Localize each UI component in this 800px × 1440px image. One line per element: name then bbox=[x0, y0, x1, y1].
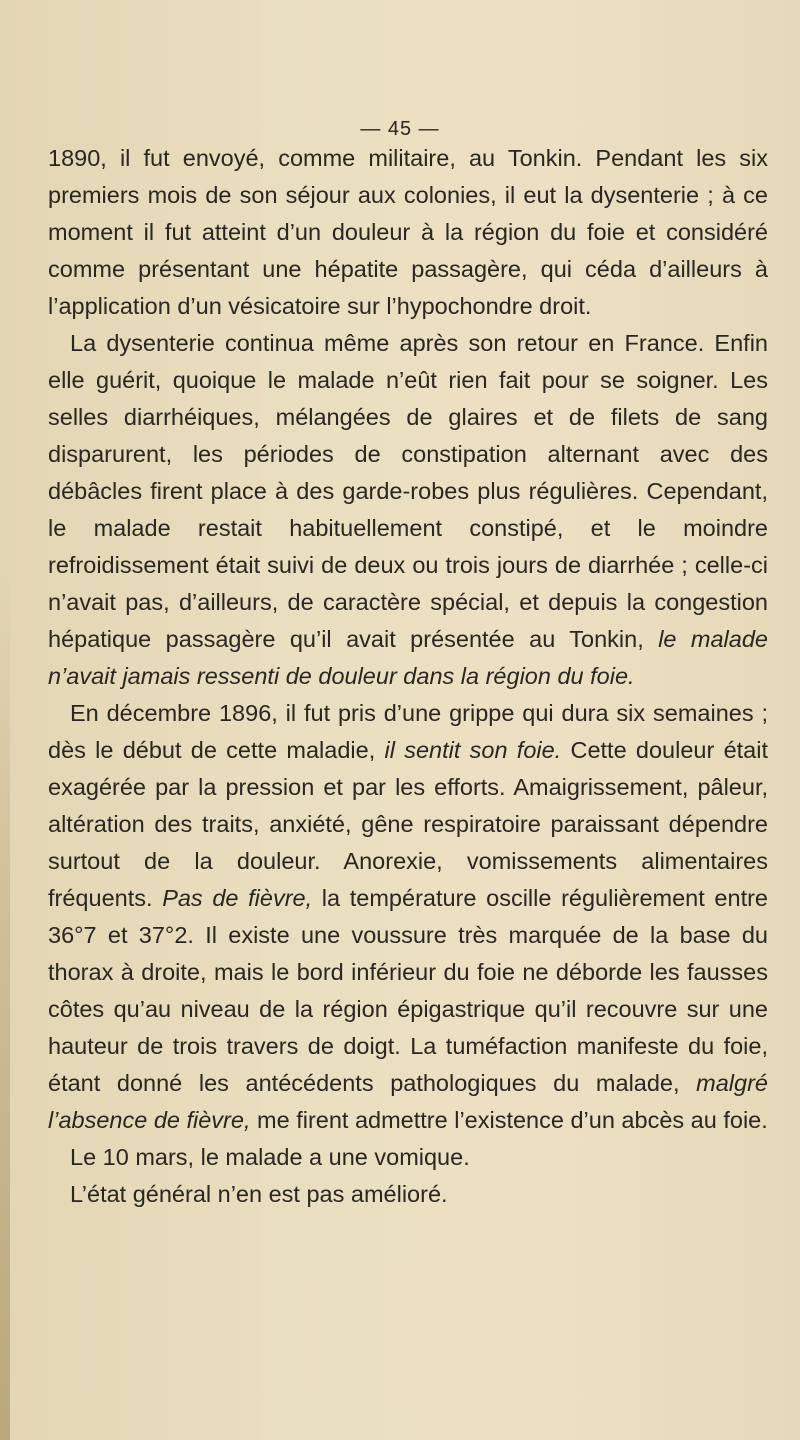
paragraph-5 bbox=[48, 1176, 768, 1213]
body-text bbox=[48, 140, 768, 1213]
paragraph-3-text-d: me firent admettre l’existence d’un abcès au foie. bbox=[250, 1107, 768, 1133]
paragraph-3 bbox=[48, 695, 768, 1139]
paragraph-1-text: 1890, il fut envoyé, comme militaire, au Tonkin. Pendant les six premiers mois de son séjour aux colonies, il eut la dysenterie ; à ce moment il fut atteint d’un douleur à la région du foie et considéré comme présentant une hépatite passagère, qui céda d’ailleurs à l’application d’un vésicatoire sur l’hypochondre droit. bbox=[48, 145, 768, 319]
page-edge-shadow bbox=[0, 560, 10, 1440]
paragraph-4-text: Le 10 mars, le malade a une vomique. bbox=[70, 1144, 470, 1170]
page-number: — 45 — bbox=[360, 118, 440, 140]
paragraph-3-italic-a: il sentit son foie. bbox=[384, 737, 562, 763]
paragraph-2 bbox=[48, 325, 768, 695]
paragraph-2-italic: le malade n’avait jamais ressenti de douleur dans la région du foie. bbox=[48, 626, 768, 689]
paragraph-3-italic-b: Pas de fièvre, bbox=[162, 885, 313, 911]
paragraph-5-text: L’état général n’en est pas amélioré. bbox=[70, 1181, 448, 1207]
paragraph-3-text-c: la température oscille régulièrement entre 36°7 et 37°2. Il existe une voussure très marquée de la base du thorax à droite, mais le bord inférieur du foie ne déborde les fausses côtes qu’au niveau de la région épigastrique qu’il recouvre sur une hauteur de trois travers de doigt. La tuméfaction manifeste du foie, étant donné les antécédents pathologiques du malade, bbox=[48, 885, 768, 1096]
paragraph-3-text-a: En décembre 1896, il fut pris d’une grippe qui dura six semaines ; dès le début de cette maladie, bbox=[48, 700, 768, 763]
paragraph-3-text-b: Cette douleur était exagérée par la pression et par les efforts. Amaigrissement, pâleur, altération des traits, anxiété, gêne respiratoire paraissant dépendre surtout de la douleur. Anorexie, vomissements alimentaires fréquents. bbox=[48, 737, 768, 911]
paragraph-4 bbox=[48, 1139, 768, 1176]
paragraph-1 bbox=[48, 140, 768, 325]
paragraph-2-text: La dysenterie continua même après son retour en France. Enfin elle guérit, quoique le malade n’eût rien fait pour se soigner. Les selles diarrhéiques, mélangées de glaires et de filets de sang disparurent, les périodes de constipation alternant avec des débâcles firent place à des garde-robes plus régulières. Cependant, le malade restait habituellement constipé, et le moindre refroidissement était suivi de deux ou trois jours de diarrhée ; celle-ci n’avait pas, d’ailleurs, de caractère spécial, et depuis la congestion hépatique passagère qu’il avait présentée au Tonkin, bbox=[48, 330, 768, 652]
paragraph-3-italic-c: malgré l’absence de fièvre, bbox=[48, 1070, 768, 1133]
